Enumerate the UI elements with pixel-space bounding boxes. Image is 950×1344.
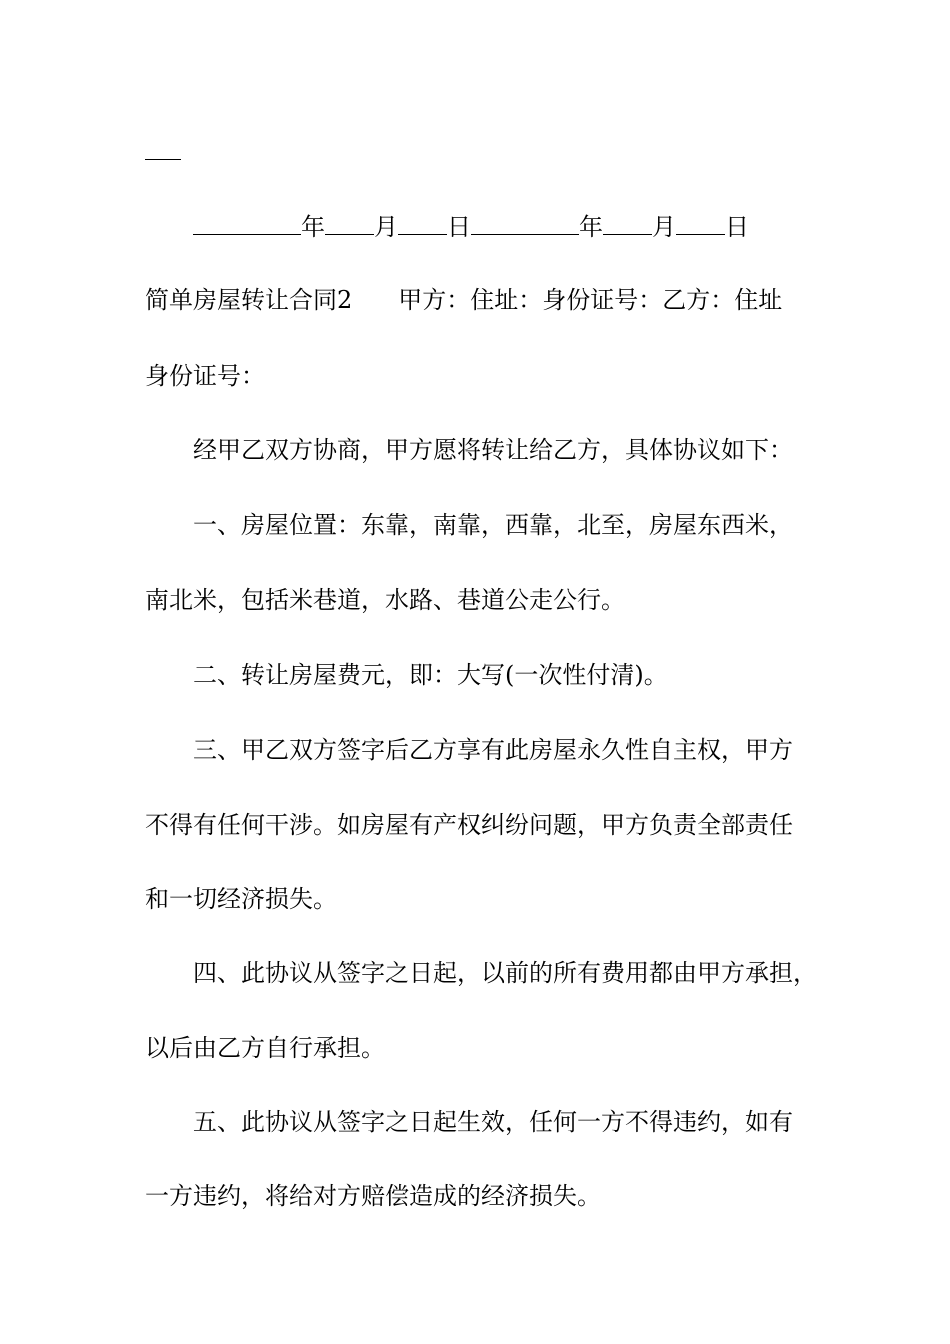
party-a-month-label: 月 (374, 213, 398, 241)
top-signature-line (145, 159, 181, 160)
party-b-year-blank (471, 210, 579, 235)
clause-5-line-1: 五、此协议从签字之日起生效，任何一方不得违约，如有 (193, 1108, 793, 1136)
clause-1-line-1: 一、房屋位置：东靠，南靠，西靠，北至，房屋东西米， (193, 511, 793, 539)
clause-3-line-2: 不得有任何干涉。如房屋有产权纠纷问题，甲方负责全部责任 (145, 811, 793, 839)
party-id-line: 身份证号： (145, 362, 265, 390)
clause-5-line-2: 一方违约，将给对方赔偿造成的经济损失。 (145, 1182, 601, 1210)
title-and-parties-line (145, 285, 825, 315)
party-a-year-label: 年 (301, 213, 325, 241)
party-b-month-blank (603, 210, 652, 235)
clause-2: 二、转让房屋费元，即：大写(一次性付清)。 (193, 661, 668, 689)
party-b-year-label: 年 (579, 213, 603, 241)
signing-dates-row (193, 210, 749, 242)
party-a-month-blank (325, 210, 374, 235)
party-a-year-blank (193, 210, 301, 235)
party-b-month-label: 月 (652, 213, 676, 241)
clause-1-line-2: 南北米，包括米巷道，水路、巷道公走公行。 (145, 586, 625, 614)
clause-3-line-1: 三、甲乙双方签字后乙方享有此房屋永久性自主权，甲方 (193, 736, 793, 764)
party-b-day-label: 日 (725, 213, 749, 241)
clause-4-line-2: 以后由乙方自行承担。 (145, 1034, 385, 1062)
party-b-day-blank (676, 210, 725, 235)
intro-paragraph: 经甲乙双方协商，甲方愿将转让给乙方，具体协议如下： (193, 436, 793, 464)
clause-4-line-1: 四、此协议从签字之日起，以前的所有费用都由甲方承担， (193, 959, 817, 987)
contract-title: 简单房屋转让合同2 (145, 286, 353, 314)
party-a-day-label: 日 (447, 213, 471, 241)
clause-3-line-3: 和一切经济损失。 (145, 885, 337, 913)
parties-info: 甲方：住址：身份证号：乙方：住址 (398, 286, 783, 314)
party-a-day-blank (398, 210, 447, 235)
